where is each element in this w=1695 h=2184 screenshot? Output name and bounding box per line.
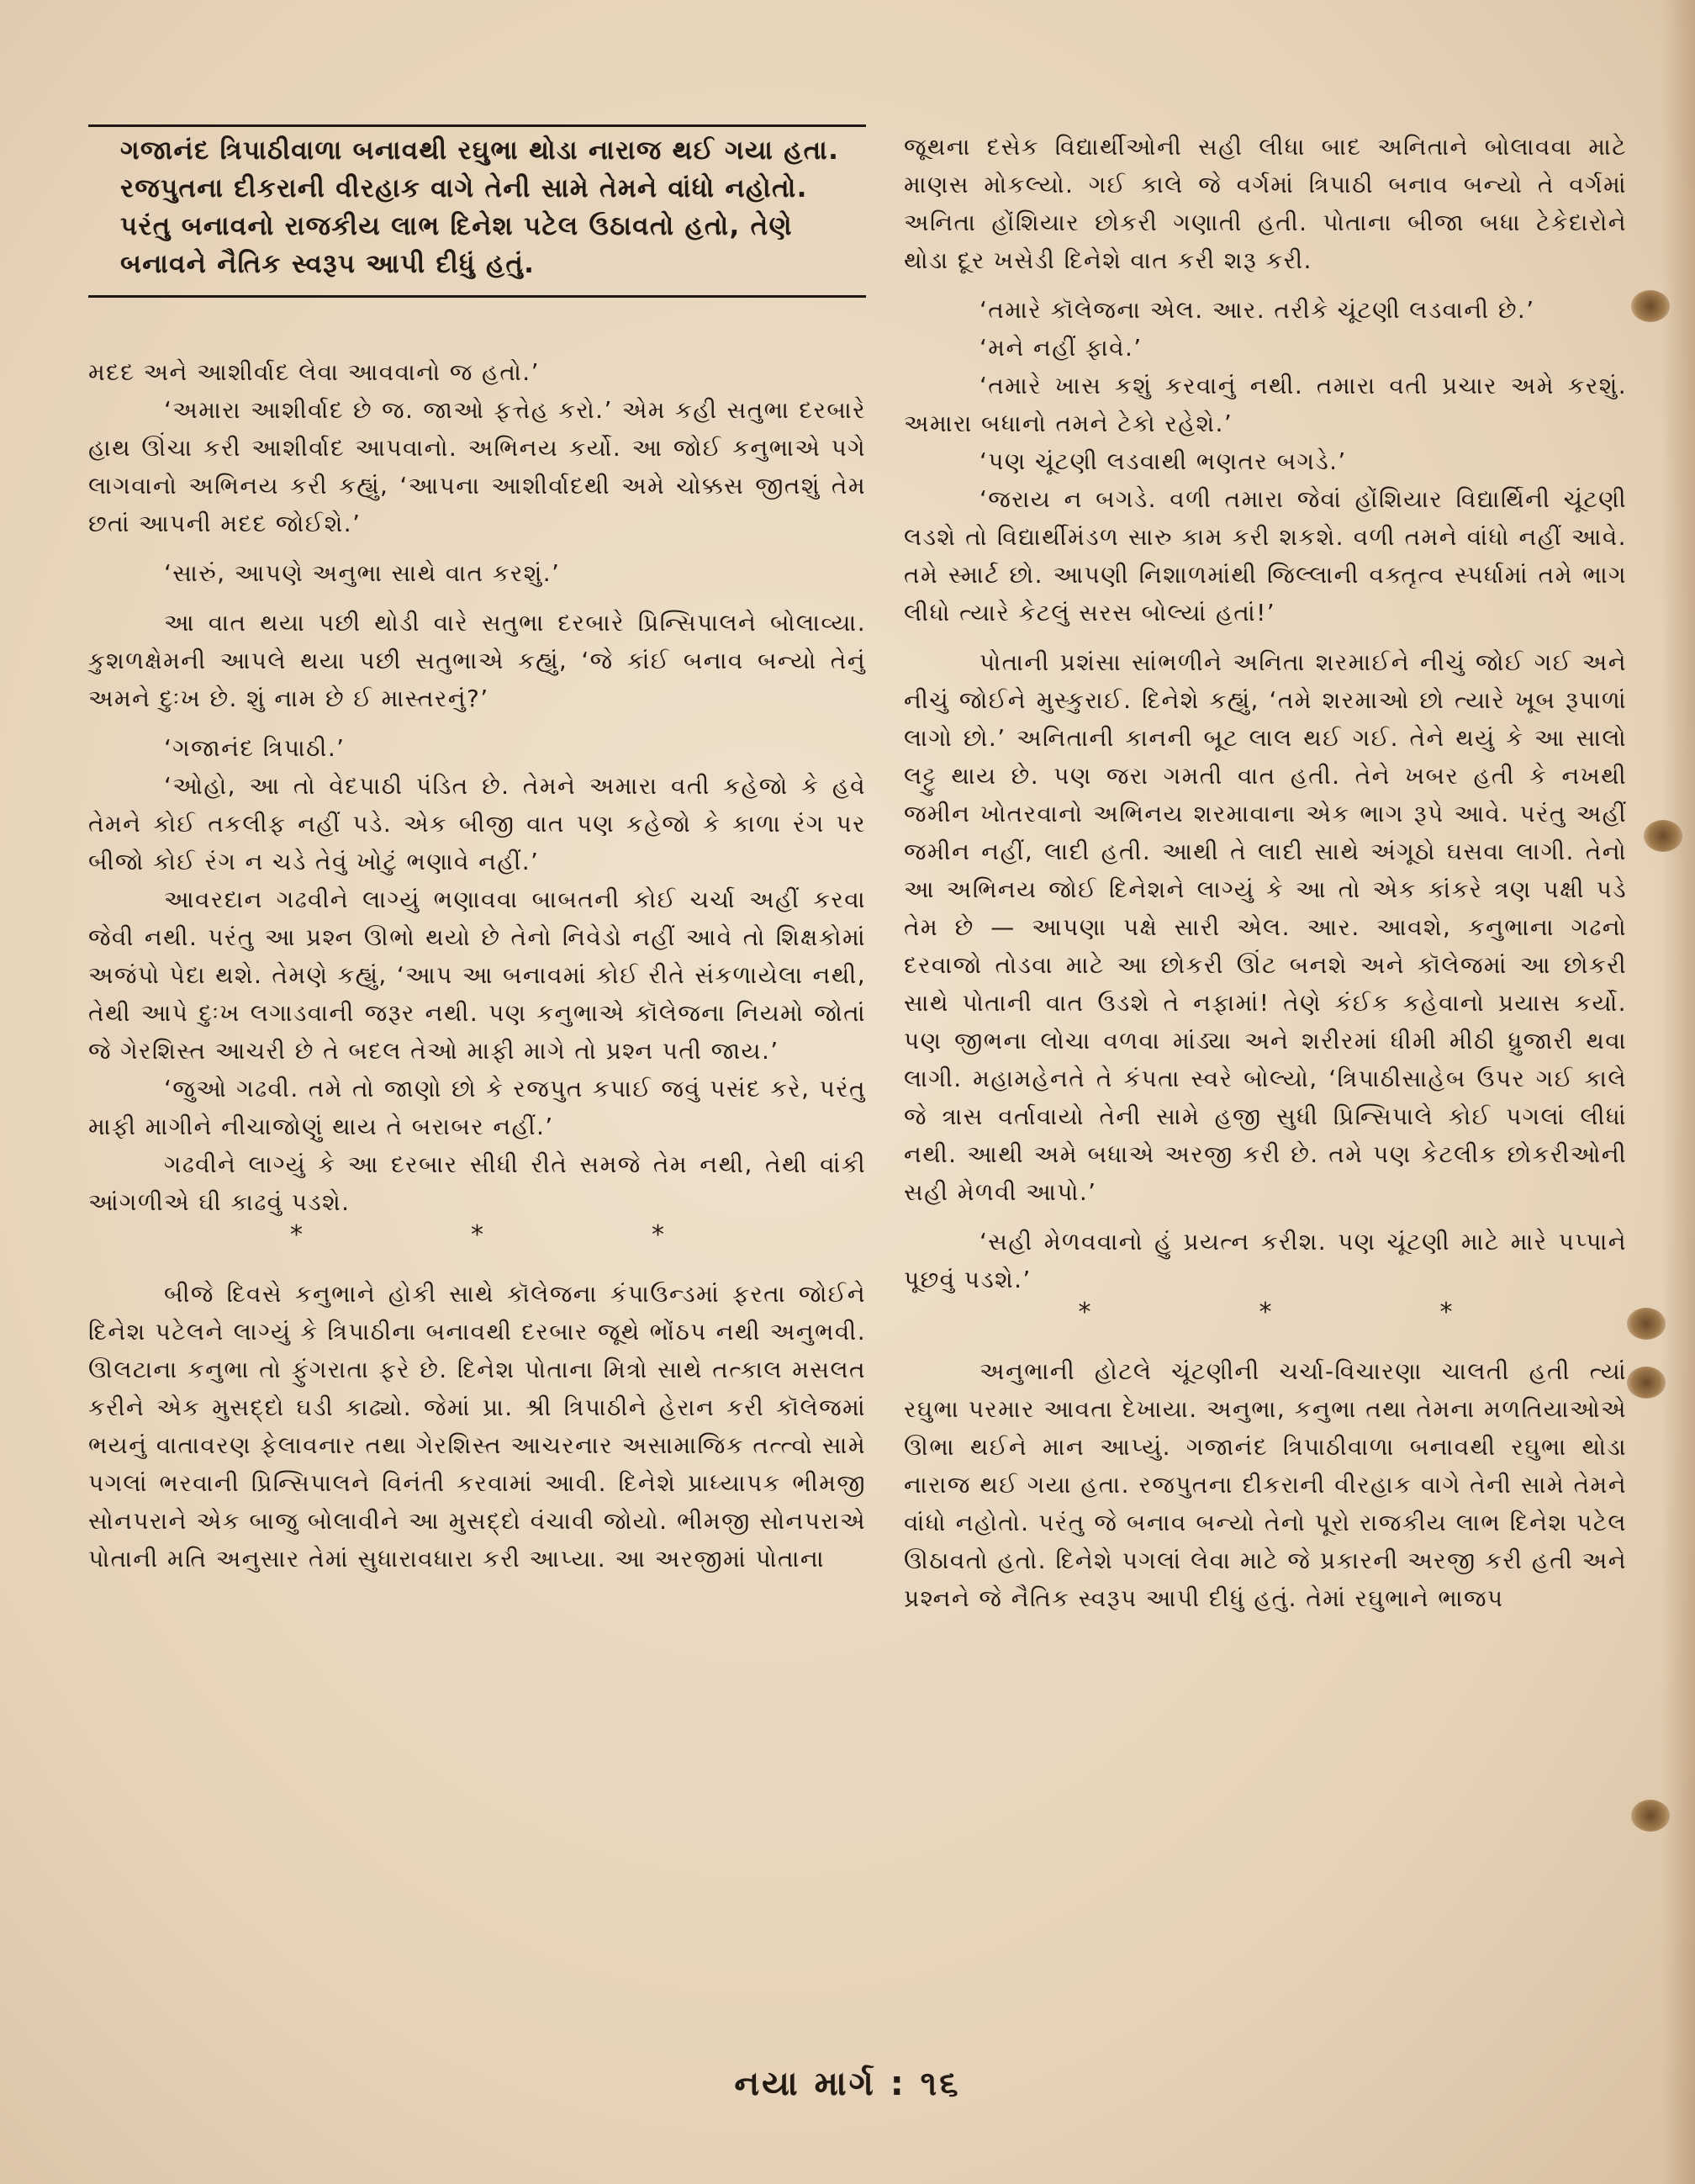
left-para-5: ‘ગજાનંદ ત્રિપાઠી.’ [164,734,346,762]
separator-star: * [652,1220,664,1250]
right-para-9: અનુભાની હોટલે ચૂંટણીની ચર્ચા-વિચારણા ચાલતી હતી ત્યાં રઘુભા પરમાર આવતા દેખાયા. અનુભા, કનુભા તથા તેમના મળતિયાઓએ ઊભા થઈને માન આપ્યું. ગજાનંદ ત્રિપાઠીવાળા બનાવથી રઘુભા થોડા નારાજ થઈ ગયા હતા. રજપુતના દીકરાની વીરહાક વાગે તેની સામે તેમને વાંધો નહોતો. પરંતુ જે બનાવ બન્યો તેનો પૂરો રાજકીય લાભ દિનેશ પટેલ ઊઠાવતો હતો. દિનેશે પગલાં લેવા માટે જે પ્રકારની અરજી કરી હતી અને પ્રશ્નને જે નૈતિક સ્વરૂપ આપી દીધું હતું. તેમાં રઘુભાને ભાજપ [904,1357,1627,1612]
separator-star: * [290,1220,303,1250]
separator-star: * [1439,1298,1453,1327]
separator-star: * [1078,1298,1091,1327]
left-para-6: ‘ઓહો, આ તો વેદપાઠી પંડિત છે. તેમને અમારા વતી કહેજો કે હવે તેમને કોઈ તકલીફ નહીં પડે. એક બીજી વાત પણ કહેજો કે કાળા રંગ પર બીજો કોઈ રંગ ન ચડે તેવું ખોટું ભણાવે નહીં.’ [88,772,866,875]
separator-star: * [1259,1298,1272,1327]
pull-quote-text: ગજાનંદ ત્રિપાઠીવાળા બનાવથી રઘુભા થોડા નારાજ થઈ ગયા હતા. રજપુતના દીકરાની વીરહાક વાગે તેની સામે તેમને વાંધો નહોતો. પરંતુ બનાવનો રાજકીય લાભ દિનેશ પટેલ ઉઠાવતો હતો, તેણે બનાવને નૈતિક સ્વરૂપ આપી દીધું હતું. [120,135,840,279]
right-para-7: પોતાની પ્રશંસા સાંભળીને અનિતા શરમાઈને નીચું જોઈ ગઈ અને નીચું જોઈને મુસ્કુરાઈ. દિનેશે કહ્યું, ‘તમે શરમાઓ છો ત્યારે ખૂબ રૂપાળાં લાગો છો.’ અનિતાની કાનની બૂટ લાલ થઈ ગઈ. તેને થયું કે આ સાલો લટ્ટુ થાય છે. પણ જરા ગમતી વાત હતી. તેને ખબર હતી કે નખથી જમીન ખોતરવાનો અભિનય શરમાવાના એક ભાગ રૂપે આવે. પરંતુ અહીં જમીન નહીં, લાદી હતી. આથી તે લાદી સાથે અંગૂઠો ઘસવા લાગી. તેનો આ અભિનય જોઈ દિનેશને લાગ્યું કે આ તો એક કાંકરે ત્રણ પક્ષી પડે તેમ છે — આપણા પક્ષે સારી એલ. આર. આવશે, કનુભાના ગઢનો દરવાજો તોડવા માટે આ છોકરી ઊંટ બનશે અને કૉલેજમાં આ છોકરી સાથે પોતાની વાત ઉડશે તે નફામાં! તેણે કંઈક કહેવાનો પ્રયાસ કર્યો. પણ જીભના લોચા વળવા માંડ્યા અને શરીરમાં ધીમી મીઠી ધ્રુજારી થવા લાગી. મહામહેનતે તે કંપતા સ્વરે બોલ્યો, ‘ત્રિપાઠીસાહેબ ઉપર ગઈ કાલે જે ત્રાસ વર્તાવાયો તેની સામે હજી સુધી પ્રિન્સિપાલે કોઈ પગલાં લીધાં નથી. આથી અમે બધાએ અરજી કરી છે. તમે પણ કેટલીક છોકરીઓની સહી મેળવી આપો.’ [904,648,1627,1206]
left-para-7: આવરદાન ગઢવીને લાગ્યું ભણાવવા બાબતની કોઈ ચર્ચા અહીં કરવા જેવી નથી. પરંતુ આ પ્રશ્ન ઊભો થયો છે તેનો નિવેડો નહીં આવે તો શિક્ષકોમાં અજંપો પેદા થશે. તેમણે કહ્યું, ‘આપ આ બનાવમાં કોઈ રીતે સંકળાયેલા નથી, તેથી આપે દુઃખ લગાડવાની જરૂર નથી. પણ કનુભાએ કૉલેજના નિયમો જોતાં જે ગેરશિસ્ત આચરી છે તે બદલ તેઓ માફી માગે તો પ્રશ્ન પતી જાય.’ [88,886,866,1065]
right-para-6: ‘જરાય ન બગડે. વળી તમારા જેવાં હોંશિયાર વિદ્યાર્થિની ચૂંટણી લડશે તો વિદ્યાર્થીમંડળ સારુ કામ કરી શકશે. વળી તમને વાંધો નહીં આવે. તમે સ્માર્ટ છો. આપણી નિશાળમાંથી જિલ્લાની વક્તૃત્વ સ્પર્ધામાં તમે ભાગ લીધો ત્યારે કેટલું સરસ બોલ્યાં હતાં!’ [904,485,1627,627]
right-para-2: ‘તમારે કૉલેજના એલ. આર. તરીકે ચૂંટણી લડવાની છે.’ [980,296,1535,324]
right-para-3: ‘મને નહીં ફાવે.’ [980,334,1143,362]
right-para-4: ‘તમારે ખાસ કશું કરવાનું નથી. તમારા વતી પ્રચાર અમે કરશું. અમારા બધાનો તમને ટેકો રહેશે.’ [904,372,1627,437]
left-para-8: ‘જુઓ ગઢવી. તમે તો જાણો છો કે રજપુત કપાઈ જવું પસંદ કરે, પરંતુ માફી માગીને નીચાજોણું થાય તે બરાબર નહીં.’ [88,1075,866,1140]
separator-star: * [471,1220,483,1250]
left-para-2: ‘અમારા આશીર્વાદ છે જ. જાઓ ફત્તેહ કરો.’ એમ કહી સતુભા દરબારે હાથ ઊંચા કરી આશીર્વાદ આપવાનો. અભિનય કર્યો. આ જોઈ કનુભાએ પગે લાગવાનો અભિનય કરી કહ્યું, ‘આપના આશીર્વાદથી અમે ચોક્કસ જીતશું તેમ છતાં આપની મદદ જોઈશે.’ [88,396,866,537]
right-para-8: ‘સહી મેળવવાનો હું પ્રયત્ન કરીશ. પણ ચૂંટણી માટે મારે પપ્પાને પૂછવું પડશે.’ [904,1228,1627,1293]
page-footer: નયા માર્ગ : ૧૬ [734,2065,961,2103]
left-para-10: બીજે દિવસે કનુભાને હોકી સાથે કૉલેજના કંપાઉન્ડમાં ફરતા જોઈને દિનેશ પટેલને લાગ્યું કે ત્રિપાઠીના બનાવથી દરબાર જૂથે ભોંઠપ નથી અનુભવી. ઊલટાના કનુભા તો ફુંગરાતા ફરે છે. દિનેશ પોતાના મિત્રો સાથે તત્કાલ મસલત કરીને એક મુસદ્દો ઘડી કાઢ્યો. જેમાં પ્રા. શ્રી ત્રિપાઠીને હેરાન કરી કૉલેજમાં ભયનું વાતાવરણ ફેલાવનાર તથા ગેરશિસ્ત આચરનાર અસામાજિક તત્ત્વો સામે પગલાં ભરવાની પ્રિન્સિપાલને વિનંતી કરવામાં આવી. દિનેશે પ્રાધ્યાપક ભીમજી સોનપરાને એક બાજુ બોલાવીને આ મુસદ્દો વંચાવી જોયો. ભીમજી સોનપરાએ પોતાની મતિ અનુસાર તેમાં સુધારાવધારા કરી આપ્યા. આ અરજીમાં પોતાના [88,1280,866,1573]
paper-tear-mark [1631,290,1670,322]
left-para-4: આ વાત થયા પછી થોડી વારે સતુભા દરબારે પ્રિન્સિપાલને બોલાવ્યા. કુશળક્ષેમની આપલે થયા પછી સતુભાએ કહ્યું, ‘જે કાંઈ બનાવ બન્યો તેનું અમને દુઃખ છે. શું નામ છે ઈ માસ્તરનું?’ [88,609,866,712]
paper-tear-mark [1644,820,1682,852]
left-column [88,353,866,1578]
paper-tear-mark [1627,1367,1666,1399]
left-para-3: ‘સારું, આપણે અનુભા સાથે વાત કરશું.’ [164,559,561,587]
paper-tear-mark [1627,1308,1666,1340]
right-para-5: ‘પણ ચૂંટણી લડવાથી ભણતર બગડે.’ [980,447,1347,475]
page-edge-shadow [1661,0,1695,2184]
pull-quote-box [88,124,866,298]
right-column [904,128,1627,1617]
section-separator-left [88,1221,866,1250]
left-para-9: ગઢવીને લાગ્યું કે આ દરબાર સીધી રીતે સમજે તેમ નથી, તેથી વાંકી આંગળીએ ઘી કાઢવું પડશે. [88,1150,866,1216]
paper-tear-mark [1631,1800,1670,1832]
left-para-1: મદદ અને આશીર્વાદ લેવા આવવાનો જ હતો.’ [88,358,540,386]
right-para-1: જૂથના દસેક વિદ્યાર્થીઓની સહી લીધા બાદ અનિતાને બોલાવવા માટે માણસ મોકલ્યો. ગઈ કાલે જે વર્ગમાં ત્રિપાઠી બનાવ બન્યો તે વર્ગમાં અનિતા હોંશિયાર છોકરી ગણાતી હતી. પોતાના બીજા બધા ટેકેદારોને થોડા દૂર ખસેડી દિનેશે વાત કરી શરૂ કરી. [904,133,1627,274]
section-separator-right [904,1298,1627,1327]
